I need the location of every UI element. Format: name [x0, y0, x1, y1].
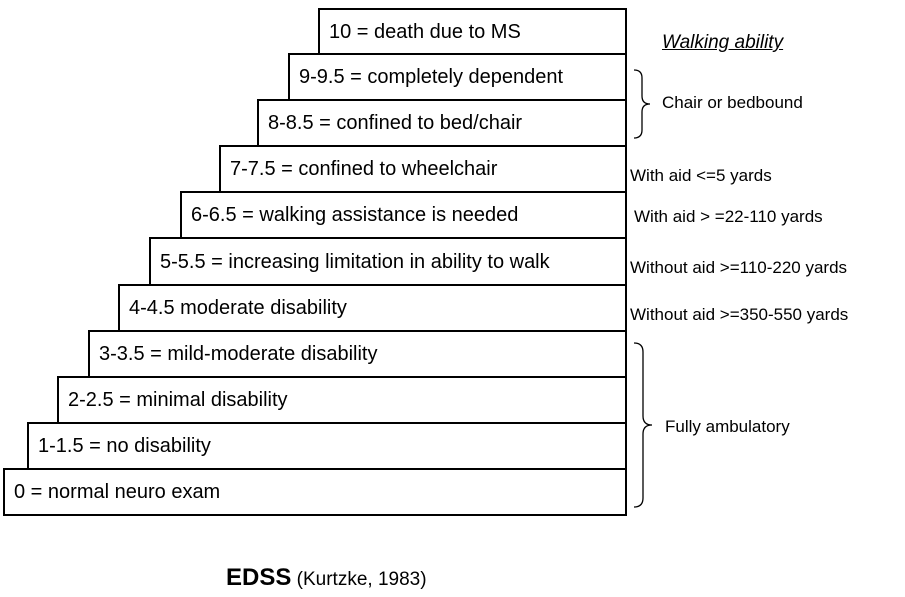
aid-22-110-yards-label: With aid > =22-110 yards [634, 207, 823, 226]
caption-citation: (Kurtzke, 1983) [296, 569, 427, 590]
level-label: 0 = normal neuro exam [14, 481, 221, 503]
lower-brace [630, 340, 660, 510]
aid-5-yards-label: With aid <=5 yards [630, 166, 772, 185]
edss-level-4 [118, 284, 627, 332]
fully-ambulatory-label: Fully ambulatory [665, 417, 790, 436]
level-label: 7-7.5 = confined to wheelchair [230, 158, 498, 180]
level-label: 10 = death due to MS [329, 20, 521, 43]
edss-level-6 [180, 191, 627, 239]
edss-level-10 [318, 8, 627, 55]
edss-level-7 [219, 145, 627, 193]
edss-level-2 [57, 376, 627, 424]
chair-bedbound-label: Chair or bedbound [662, 93, 803, 112]
level-label: 3-3.5 = mild-moderate disability [99, 343, 378, 365]
walking-ability-heading: Walking ability [662, 32, 784, 53]
level-label: 1-1.5 = no disability [38, 435, 211, 457]
caption-title: EDSS [226, 564, 292, 591]
level-label: 2-2.5 = minimal disability [68, 389, 288, 411]
figure-caption [226, 564, 427, 592]
edss-level-8 [257, 99, 627, 147]
noaid-110-220-yards-label: Without aid >=110-220 yards [630, 258, 848, 277]
level-label: 5-5.5 = increasing limitation in ability to walk [160, 250, 550, 273]
level-label: 4-4.5 moderate disability [129, 297, 347, 319]
level-label: 8-8.5 = confined to bed/chair [268, 112, 523, 134]
edss-level-1 [27, 422, 627, 470]
noaid-350-550-yards-label: Without aid >=350-550 yards [630, 305, 849, 324]
edss-level-5 [149, 237, 627, 286]
level-label: 9-9.5 = completely dependent [299, 66, 564, 88]
upper-brace [630, 68, 660, 140]
edss-level-3 [88, 330, 627, 378]
edss-level-9 [288, 53, 627, 101]
edss-level-0 [3, 468, 627, 516]
level-label: 6-6.5 = walking assistance is needed [191, 204, 519, 226]
